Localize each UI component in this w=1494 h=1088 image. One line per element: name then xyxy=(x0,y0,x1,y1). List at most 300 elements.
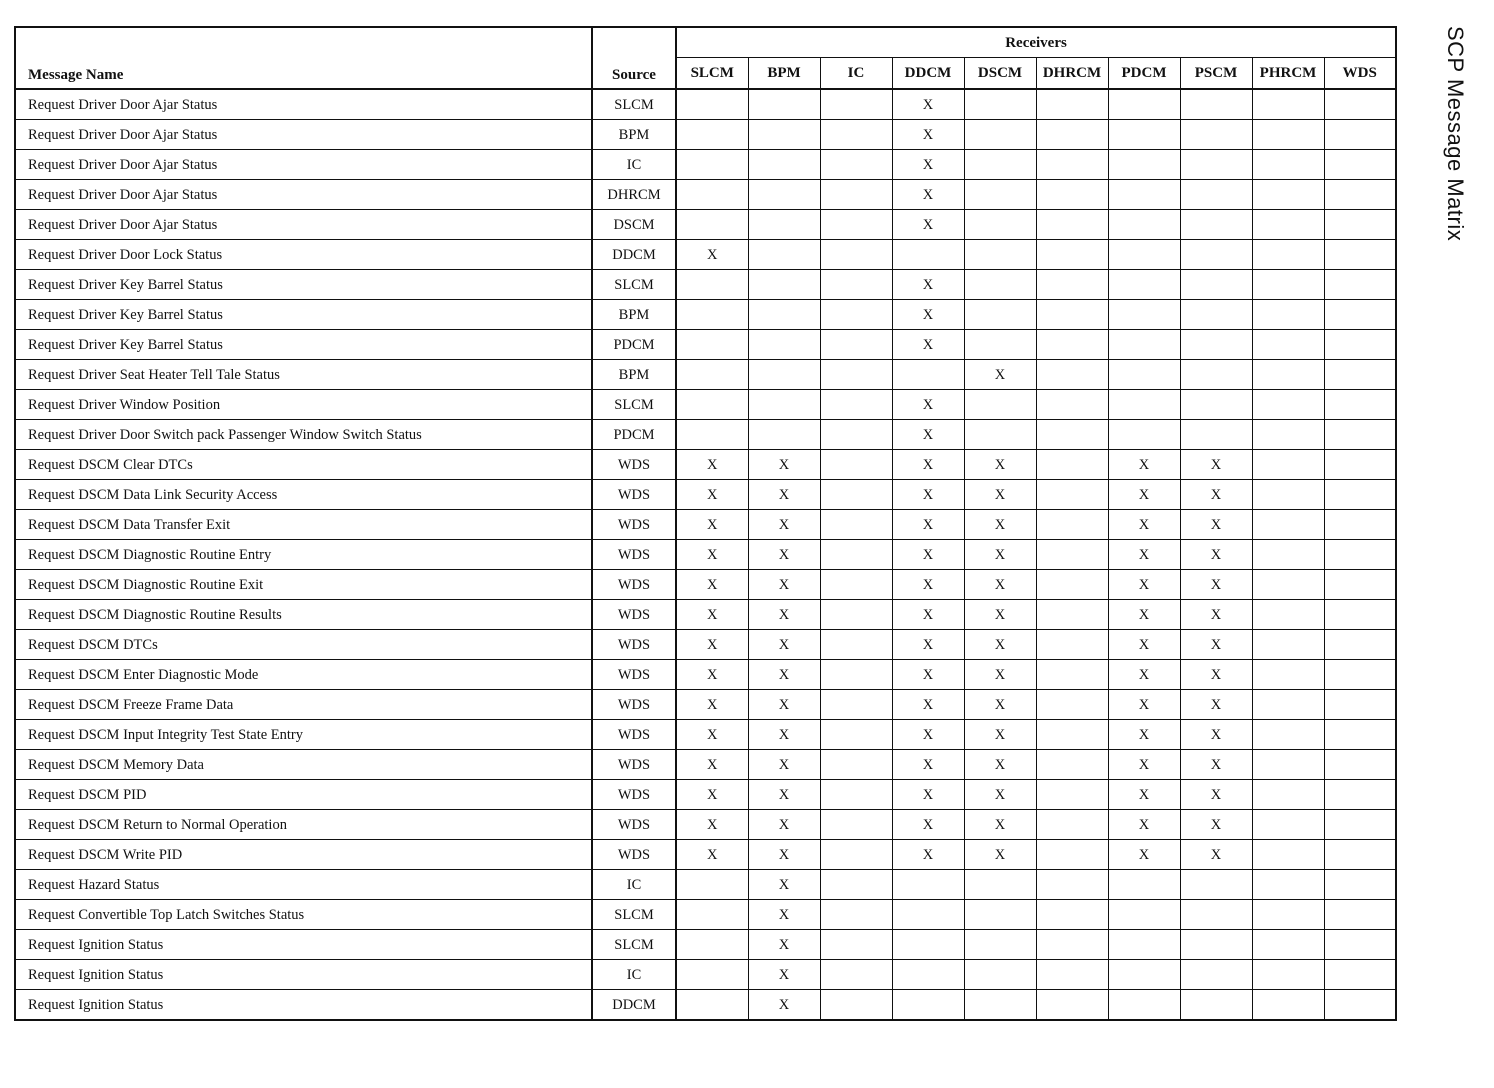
table-row xyxy=(15,780,1396,810)
receiver-cell-dscm xyxy=(964,900,1036,930)
receiver-cell-bpm xyxy=(748,390,820,420)
receiver-cell-dhrcm xyxy=(1036,89,1108,120)
receiver-cell-bpm: X xyxy=(748,630,820,660)
receiver-cell-bpm xyxy=(748,240,820,270)
source-header: Source xyxy=(592,27,676,89)
receiver-cell-wds xyxy=(1324,570,1396,600)
source-cell: IC xyxy=(592,150,676,180)
receiver-header-bpm: BPM xyxy=(748,58,820,90)
receiver-cell-pdcm xyxy=(1108,420,1180,450)
receiver-cell-dhrcm xyxy=(1036,720,1108,750)
receiver-cell-pdcm xyxy=(1108,240,1180,270)
table-row xyxy=(15,450,1396,480)
source-cell: WDS xyxy=(592,810,676,840)
receiver-cell-dhrcm xyxy=(1036,630,1108,660)
receiver-cell-phrcm xyxy=(1252,810,1324,840)
receiver-cell-pdcm xyxy=(1108,330,1180,360)
receiver-cell-wds xyxy=(1324,930,1396,960)
receiver-cell-bpm xyxy=(748,420,820,450)
receiver-cell-phrcm xyxy=(1252,870,1324,900)
receiver-cell-slcm xyxy=(676,420,748,450)
receiver-cell-slcm: X xyxy=(676,480,748,510)
receiver-cell-bpm: X xyxy=(748,690,820,720)
receiver-cell-slcm xyxy=(676,990,748,1021)
table-row xyxy=(15,120,1396,150)
receiver-cell-dscm: X xyxy=(964,510,1036,540)
receiver-header-slcm: SLCM xyxy=(676,58,748,90)
table-row xyxy=(15,630,1396,660)
receiver-cell-bpm: X xyxy=(748,930,820,960)
receiver-cell-ddcm: X xyxy=(892,660,964,690)
receiver-cell-dhrcm xyxy=(1036,840,1108,870)
message-name-cell: Request DSCM Data Link Security Access xyxy=(15,480,592,510)
receiver-cell-pscm: X xyxy=(1180,510,1252,540)
receiver-cell-bpm xyxy=(748,120,820,150)
receiver-cell-phrcm xyxy=(1252,990,1324,1021)
receiver-cell-ddcm: X xyxy=(892,510,964,540)
receiver-cell-slcm: X xyxy=(676,510,748,540)
message-name-cell: Request DSCM Data Transfer Exit xyxy=(15,510,592,540)
receiver-cell-phrcm xyxy=(1252,660,1324,690)
receiver-cell-ddcm: X xyxy=(892,810,964,840)
message-name-cell: Request DSCM Memory Data xyxy=(15,750,592,780)
receiver-cell-ddcm: X xyxy=(892,840,964,870)
receiver-cell-pscm xyxy=(1180,240,1252,270)
receiver-cell-ic xyxy=(820,540,892,570)
source-cell: WDS xyxy=(592,660,676,690)
receiver-cell-phrcm xyxy=(1252,270,1324,300)
receiver-cell-dscm xyxy=(964,870,1036,900)
source-cell: PDCM xyxy=(592,330,676,360)
receiver-cell-dhrcm xyxy=(1036,210,1108,240)
receiver-cell-pscm xyxy=(1180,360,1252,390)
receiver-cell-slcm: X xyxy=(676,780,748,810)
receiver-cell-ic xyxy=(820,420,892,450)
message-name-cell: Request DSCM Diagnostic Routine Results xyxy=(15,600,592,630)
message-name-cell: Request Driver Key Barrel Status xyxy=(15,300,592,330)
receiver-cell-dhrcm xyxy=(1036,240,1108,270)
receiver-cell-pscm: X xyxy=(1180,840,1252,870)
message-name-cell: Request Driver Key Barrel Status xyxy=(15,330,592,360)
receiver-cell-wds xyxy=(1324,780,1396,810)
source-cell: WDS xyxy=(592,450,676,480)
receiver-cell-phrcm xyxy=(1252,570,1324,600)
receiver-cell-phrcm xyxy=(1252,240,1324,270)
receiver-cell-dhrcm xyxy=(1036,150,1108,180)
receiver-cell-pdcm: X xyxy=(1108,750,1180,780)
receiver-cell-pscm xyxy=(1180,150,1252,180)
receiver-cell-pscm: X xyxy=(1180,720,1252,750)
receiver-cell-dhrcm xyxy=(1036,810,1108,840)
receiver-cell-pdcm xyxy=(1108,360,1180,390)
receiver-cell-phrcm xyxy=(1252,150,1324,180)
receiver-header-ic: IC xyxy=(820,58,892,90)
message-name-cell: Request DSCM Input Integrity Test State Entry xyxy=(15,720,592,750)
table-row xyxy=(15,570,1396,600)
receiver-cell-slcm: X xyxy=(676,660,748,690)
receiver-cell-phrcm xyxy=(1252,900,1324,930)
receiver-cell-dhrcm xyxy=(1036,780,1108,810)
receiver-cell-ic xyxy=(820,300,892,330)
receiver-cell-dhrcm xyxy=(1036,480,1108,510)
receiver-cell-pscm: X xyxy=(1180,690,1252,720)
receiver-cell-phrcm xyxy=(1252,780,1324,810)
receiver-cell-ddcm: X xyxy=(892,630,964,660)
receiver-cell-ddcm xyxy=(892,990,964,1021)
receiver-cell-slcm: X xyxy=(676,240,748,270)
receiver-cell-dscm xyxy=(964,210,1036,240)
receiver-cell-dhrcm xyxy=(1036,180,1108,210)
receiver-cell-bpm xyxy=(748,330,820,360)
source-cell: BPM xyxy=(592,360,676,390)
receiver-cell-dscm xyxy=(964,930,1036,960)
source-cell: WDS xyxy=(592,690,676,720)
receiver-cell-slcm xyxy=(676,900,748,930)
table-row xyxy=(15,660,1396,690)
message-name-cell: Request DSCM Freeze Frame Data xyxy=(15,690,592,720)
receiver-cell-wds xyxy=(1324,180,1396,210)
receiver-cell-slcm: X xyxy=(676,750,748,780)
receiver-cell-ddcm xyxy=(892,960,964,990)
receiver-cell-wds xyxy=(1324,810,1396,840)
receiver-cell-wds xyxy=(1324,660,1396,690)
receiver-cell-pdcm xyxy=(1108,300,1180,330)
receiver-cell-ic xyxy=(820,660,892,690)
receiver-cell-dscm: X xyxy=(964,630,1036,660)
receiver-cell-ddcm: X xyxy=(892,600,964,630)
matrix-body xyxy=(15,89,1396,1020)
receiver-cell-phrcm xyxy=(1252,330,1324,360)
source-cell: PDCM xyxy=(592,420,676,450)
receiver-cell-wds xyxy=(1324,840,1396,870)
source-cell: DSCM xyxy=(592,210,676,240)
receiver-cell-slcm: X xyxy=(676,720,748,750)
receiver-cell-bpm: X xyxy=(748,510,820,540)
receiver-cell-pscm xyxy=(1180,210,1252,240)
receiver-cell-ddcm: X xyxy=(892,780,964,810)
receiver-cell-wds xyxy=(1324,120,1396,150)
message-name-cell: Request Driver Door Ajar Status xyxy=(15,180,592,210)
receiver-cell-dscm xyxy=(964,990,1036,1021)
receiver-cell-ddcm: X xyxy=(892,390,964,420)
source-cell: SLCM xyxy=(592,270,676,300)
receiver-cell-pscm xyxy=(1180,120,1252,150)
receiver-cell-ic xyxy=(820,750,892,780)
receiver-cell-phrcm xyxy=(1252,390,1324,420)
header-row-top xyxy=(15,27,1396,58)
receiver-cell-phrcm xyxy=(1252,840,1324,870)
receiver-cell-pdcm xyxy=(1108,89,1180,120)
receiver-cell-phrcm xyxy=(1252,180,1324,210)
receiver-cell-ic xyxy=(820,450,892,480)
receiver-cell-dhrcm xyxy=(1036,540,1108,570)
table-row xyxy=(15,720,1396,750)
receiver-cell-bpm: X xyxy=(748,600,820,630)
receiver-cell-bpm: X xyxy=(748,960,820,990)
receiver-cell-bpm xyxy=(748,360,820,390)
receiver-cell-ddcm: X xyxy=(892,180,964,210)
receiver-cell-ic xyxy=(820,210,892,240)
receivers-header: Receivers xyxy=(676,27,1396,58)
receiver-cell-wds xyxy=(1324,600,1396,630)
source-cell: SLCM xyxy=(592,930,676,960)
receiver-cell-dscm: X xyxy=(964,780,1036,810)
receiver-cell-ddcm: X xyxy=(892,270,964,300)
receiver-cell-ic xyxy=(820,990,892,1021)
receiver-cell-bpm: X xyxy=(748,810,820,840)
receiver-cell-slcm xyxy=(676,870,748,900)
receiver-cell-ddcm: X xyxy=(892,420,964,450)
receiver-cell-wds xyxy=(1324,89,1396,120)
receiver-cell-slcm xyxy=(676,150,748,180)
source-cell: WDS xyxy=(592,840,676,870)
receiver-cell-pdcm xyxy=(1108,870,1180,900)
receiver-cell-ddcm: X xyxy=(892,750,964,780)
message-name-cell: Request Driver Key Barrel Status xyxy=(15,270,592,300)
table-row xyxy=(15,540,1396,570)
source-cell: WDS xyxy=(592,780,676,810)
receiver-cell-ddcm xyxy=(892,360,964,390)
receiver-cell-ic xyxy=(820,120,892,150)
receiver-cell-phrcm xyxy=(1252,210,1324,240)
receiver-cell-slcm: X xyxy=(676,630,748,660)
receiver-cell-slcm xyxy=(676,180,748,210)
receiver-cell-dhrcm xyxy=(1036,270,1108,300)
message-name-cell: Request DSCM DTCs xyxy=(15,630,592,660)
receiver-cell-wds xyxy=(1324,480,1396,510)
receiver-cell-ic xyxy=(820,780,892,810)
receiver-cell-slcm xyxy=(676,270,748,300)
receiver-cell-bpm: X xyxy=(748,540,820,570)
receiver-cell-phrcm xyxy=(1252,750,1324,780)
receiver-cell-phrcm xyxy=(1252,630,1324,660)
receiver-cell-ic xyxy=(820,600,892,630)
receiver-cell-pdcm: X xyxy=(1108,780,1180,810)
source-cell: WDS xyxy=(592,480,676,510)
message-name-cell: Request Driver Door Ajar Status xyxy=(15,210,592,240)
receiver-cell-slcm: X xyxy=(676,450,748,480)
receiver-cell-phrcm xyxy=(1252,300,1324,330)
table-row xyxy=(15,180,1396,210)
receiver-cell-dscm xyxy=(964,150,1036,180)
receiver-cell-ddcm: X xyxy=(892,720,964,750)
receiver-cell-wds xyxy=(1324,420,1396,450)
table-row xyxy=(15,900,1396,930)
receiver-cell-wds xyxy=(1324,510,1396,540)
source-cell: DDCM xyxy=(592,990,676,1021)
source-cell: WDS xyxy=(592,510,676,540)
receiver-cell-ic xyxy=(820,270,892,300)
message-name-cell: Request Driver Door Lock Status xyxy=(15,240,592,270)
message-name-cell: Request Convertible Top Latch Switches Status xyxy=(15,900,592,930)
receiver-cell-phrcm xyxy=(1252,360,1324,390)
receiver-cell-pdcm xyxy=(1108,390,1180,420)
receiver-cell-dscm xyxy=(964,89,1036,120)
table-row xyxy=(15,870,1396,900)
receiver-cell-wds xyxy=(1324,240,1396,270)
source-cell: SLCM xyxy=(592,900,676,930)
receiver-cell-wds xyxy=(1324,330,1396,360)
receiver-cell-dhrcm xyxy=(1036,570,1108,600)
receiver-cell-bpm: X xyxy=(748,450,820,480)
table-row xyxy=(15,270,1396,300)
receiver-cell-ddcm: X xyxy=(892,330,964,360)
message-name-cell: Request Ignition Status xyxy=(15,960,592,990)
receiver-cell-ic xyxy=(820,180,892,210)
source-cell: WDS xyxy=(592,750,676,780)
receiver-cell-pscm: X xyxy=(1180,600,1252,630)
receiver-cell-ic xyxy=(820,900,892,930)
message-matrix-table xyxy=(14,26,1397,1021)
receiver-cell-bpm xyxy=(748,270,820,300)
receiver-cell-dscm xyxy=(964,180,1036,210)
source-cell: SLCM xyxy=(592,390,676,420)
receiver-cell-wds xyxy=(1324,450,1396,480)
receiver-cell-pscm: X xyxy=(1180,630,1252,660)
receiver-cell-ic xyxy=(820,960,892,990)
receiver-cell-dscm xyxy=(964,120,1036,150)
receiver-cell-slcm xyxy=(676,930,748,960)
message-name-cell: Request DSCM Clear DTCs xyxy=(15,450,592,480)
receiver-cell-pdcm xyxy=(1108,150,1180,180)
receiver-cell-pscm xyxy=(1180,390,1252,420)
receiver-cell-pdcm: X xyxy=(1108,660,1180,690)
receiver-cell-bpm: X xyxy=(748,900,820,930)
receiver-cell-wds xyxy=(1324,870,1396,900)
receiver-cell-pscm: X xyxy=(1180,810,1252,840)
source-cell: WDS xyxy=(592,600,676,630)
table-row xyxy=(15,510,1396,540)
message-name-header: Message Name xyxy=(15,27,592,89)
receiver-cell-bpm xyxy=(748,300,820,330)
receiver-header-dhrcm: DHRCM xyxy=(1036,58,1108,90)
receiver-cell-pdcm: X xyxy=(1108,570,1180,600)
receiver-cell-bpm: X xyxy=(748,750,820,780)
receiver-cell-ic xyxy=(820,690,892,720)
message-name-cell: Request Ignition Status xyxy=(15,930,592,960)
receiver-cell-wds xyxy=(1324,390,1396,420)
receiver-cell-dhrcm xyxy=(1036,960,1108,990)
receiver-cell-wds xyxy=(1324,360,1396,390)
receiver-cell-bpm: X xyxy=(748,870,820,900)
receiver-cell-bpm: X xyxy=(748,840,820,870)
receiver-cell-ddcm xyxy=(892,240,964,270)
receiver-cell-dhrcm xyxy=(1036,330,1108,360)
receiver-cell-slcm: X xyxy=(676,540,748,570)
receiver-cell-pscm xyxy=(1180,900,1252,930)
message-name-cell: Request DSCM Diagnostic Routine Exit xyxy=(15,570,592,600)
receiver-cell-pscm xyxy=(1180,990,1252,1021)
receiver-cell-pscm xyxy=(1180,960,1252,990)
receiver-cell-bpm: X xyxy=(748,990,820,1021)
source-cell: SLCM xyxy=(592,89,676,120)
receiver-cell-ddcm: X xyxy=(892,570,964,600)
receiver-cell-pdcm xyxy=(1108,210,1180,240)
receiver-cell-ic xyxy=(820,840,892,870)
receiver-cell-pscm: X xyxy=(1180,570,1252,600)
receiver-cell-pscm: X xyxy=(1180,660,1252,690)
receiver-cell-slcm: X xyxy=(676,840,748,870)
receiver-header-ddcm: DDCM xyxy=(892,58,964,90)
receiver-cell-pscm xyxy=(1180,420,1252,450)
receiver-cell-wds xyxy=(1324,150,1396,180)
receiver-cell-pdcm: X xyxy=(1108,510,1180,540)
receiver-cell-ddcm: X xyxy=(892,89,964,120)
table-row xyxy=(15,360,1396,390)
table-row xyxy=(15,750,1396,780)
receiver-cell-wds xyxy=(1324,750,1396,780)
receiver-cell-pdcm xyxy=(1108,120,1180,150)
table-row xyxy=(15,330,1396,360)
message-name-cell: Request DSCM PID xyxy=(15,780,592,810)
receiver-cell-dhrcm xyxy=(1036,420,1108,450)
receiver-cell-dscm: X xyxy=(964,450,1036,480)
receiver-header-dscm: DSCM xyxy=(964,58,1036,90)
table-row xyxy=(15,240,1396,270)
receiver-cell-ic xyxy=(820,480,892,510)
receiver-cell-phrcm xyxy=(1252,120,1324,150)
receiver-cell-wds xyxy=(1324,990,1396,1021)
receiver-cell-dhrcm xyxy=(1036,600,1108,630)
receiver-cell-bpm xyxy=(748,210,820,240)
receiver-cell-dscm: X xyxy=(964,810,1036,840)
source-cell: WDS xyxy=(592,570,676,600)
receiver-cell-bpm xyxy=(748,150,820,180)
receiver-cell-slcm xyxy=(676,300,748,330)
source-cell: BPM xyxy=(592,120,676,150)
message-name-cell: Request Driver Door Switch pack Passenger Window Switch Status xyxy=(15,420,592,450)
receiver-cell-ic xyxy=(820,570,892,600)
receiver-cell-wds xyxy=(1324,960,1396,990)
receiver-cell-wds xyxy=(1324,630,1396,660)
page-title: SCP Message Matrix xyxy=(1443,26,1468,242)
receiver-cell-ic xyxy=(820,89,892,120)
table-row xyxy=(15,960,1396,990)
receiver-cell-bpm xyxy=(748,89,820,120)
receiver-cell-phrcm xyxy=(1252,420,1324,450)
receiver-cell-pdcm: X xyxy=(1108,810,1180,840)
receiver-cell-phrcm xyxy=(1252,510,1324,540)
receiver-cell-bpm: X xyxy=(748,480,820,510)
table-row xyxy=(15,810,1396,840)
source-cell: DDCM xyxy=(592,240,676,270)
receiver-cell-slcm xyxy=(676,120,748,150)
receiver-cell-ic xyxy=(820,240,892,270)
receiver-cell-ddcm: X xyxy=(892,450,964,480)
receiver-cell-dscm: X xyxy=(964,690,1036,720)
message-name-cell: Request Driver Door Ajar Status xyxy=(15,150,592,180)
receiver-cell-pdcm: X xyxy=(1108,480,1180,510)
receiver-cell-ic xyxy=(820,870,892,900)
receiver-cell-slcm xyxy=(676,390,748,420)
receiver-cell-ddcm: X xyxy=(892,540,964,570)
receiver-header-pdcm: PDCM xyxy=(1108,58,1180,90)
source-cell: DHRCM xyxy=(592,180,676,210)
receiver-cell-dhrcm xyxy=(1036,360,1108,390)
table-row xyxy=(15,480,1396,510)
receiver-cell-pdcm xyxy=(1108,270,1180,300)
table-row xyxy=(15,420,1396,450)
receiver-cell-dhrcm xyxy=(1036,300,1108,330)
receiver-cell-dscm: X xyxy=(964,540,1036,570)
receiver-cell-ic xyxy=(820,630,892,660)
table-row xyxy=(15,150,1396,180)
receiver-cell-dscm xyxy=(964,420,1036,450)
message-name-cell: Request Driver Door Ajar Status xyxy=(15,89,592,120)
receiver-header-wds: WDS xyxy=(1324,58,1396,90)
receiver-cell-slcm xyxy=(676,210,748,240)
receiver-cell-dscm xyxy=(964,240,1036,270)
